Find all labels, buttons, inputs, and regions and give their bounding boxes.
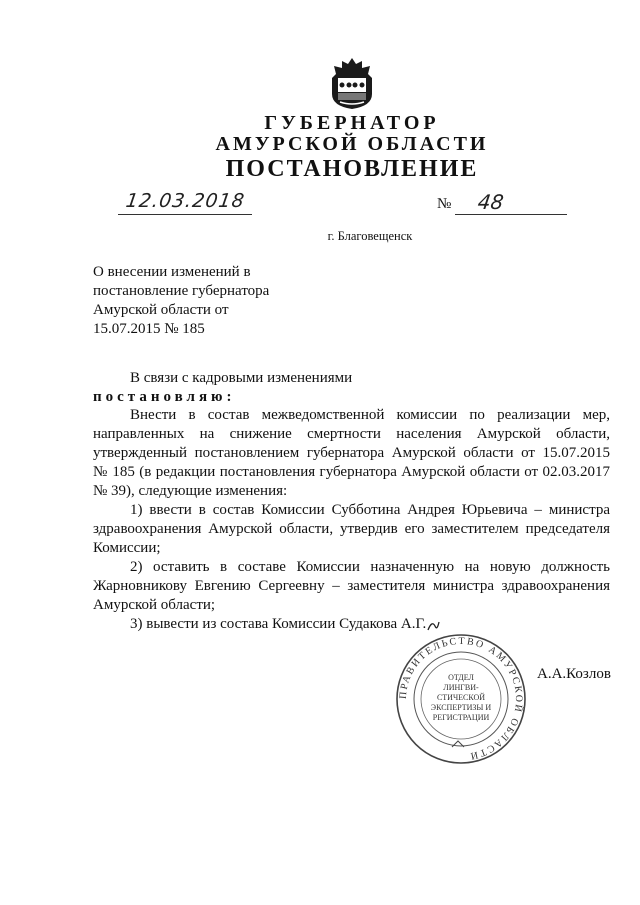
number-sign: № [437,196,452,212]
subject-line: О внесении изменений в [93,264,251,280]
paragraph-line: № 39), следующие изменения: [93,483,288,499]
number-underline [455,213,567,215]
paragraph-line: № 185 (в редакции постановления губернатора Амурской области от 02.03.2017 [93,464,610,480]
official-stamp [394,632,528,766]
header-region: АМУРСКОЙ ОБЛАСТИ [215,133,489,155]
item-2-line: Амурской области; [93,597,216,613]
item-1-line: 1) ввести в состав Комиссии Субботина Андрея Юрьевича – министра [130,502,610,518]
paragraph-line: Внести в состав межведомственной комиссии по реализации мер, [130,407,610,423]
item-2-line: 2) оставить в составе Комиссии назначенную на новую должность [130,559,610,575]
document-date: 12.03.2018 [124,190,247,212]
stamp-inner-line: РЕГИСТРАЦИИ [432,713,490,722]
stamp-outer-text: ПРАВИТЕЛЬСТВО АМУРСКОЙ ОБЛАСТИ [397,635,525,762]
header-governor: ГУБЕРНАТОР [264,112,440,134]
signatory-name: А.А.Козлов [537,666,611,682]
stamp-inner-line: ОТДЕЛ [448,673,474,682]
subject-line: постановление губернатора [93,283,270,299]
stamp-inner-line: СТИЧЕСКОЙ [436,693,486,702]
item-2-line: Жарновникову Евгению Сергеевну – заместителя министра здравоохранения [93,578,610,594]
city-label: г. Благовещенск [327,229,413,243]
document-number: 48 [476,190,506,214]
coat-of-arms-icon [328,56,376,110]
item-1-line: Комиссии; [93,540,161,556]
document-type-title: ПОСТАНОВЛЕНИЕ [225,156,479,182]
item-3-line: 3) вывести из состава Комиссии Судакова А.Г. [130,616,427,632]
stamp-inner-line: ЛИНГВИ- [443,683,479,692]
paragraph-line: утвержденный постановлением губернатора Амурской области от 15.07.2015 [93,445,610,461]
item-1-line: здравоохранения Амурской области, утвердив его заместителем председателя [93,521,610,537]
handwritten-mark [426,616,440,634]
subject-line: 15.07.2015 № 185 [93,321,205,337]
resolve-word: постановляю: [93,389,236,405]
subject-line: Амурской области от [93,302,229,318]
paragraph-line: направленных на снижение смертности населения Амурской области, [93,426,610,442]
stamp-inner-line: ЭКСПЕРТИЗЫ И [430,703,492,712]
intro-text: В связи с кадровыми изменениями [130,370,353,386]
document-subject [93,263,333,339]
date-underline [118,213,252,215]
